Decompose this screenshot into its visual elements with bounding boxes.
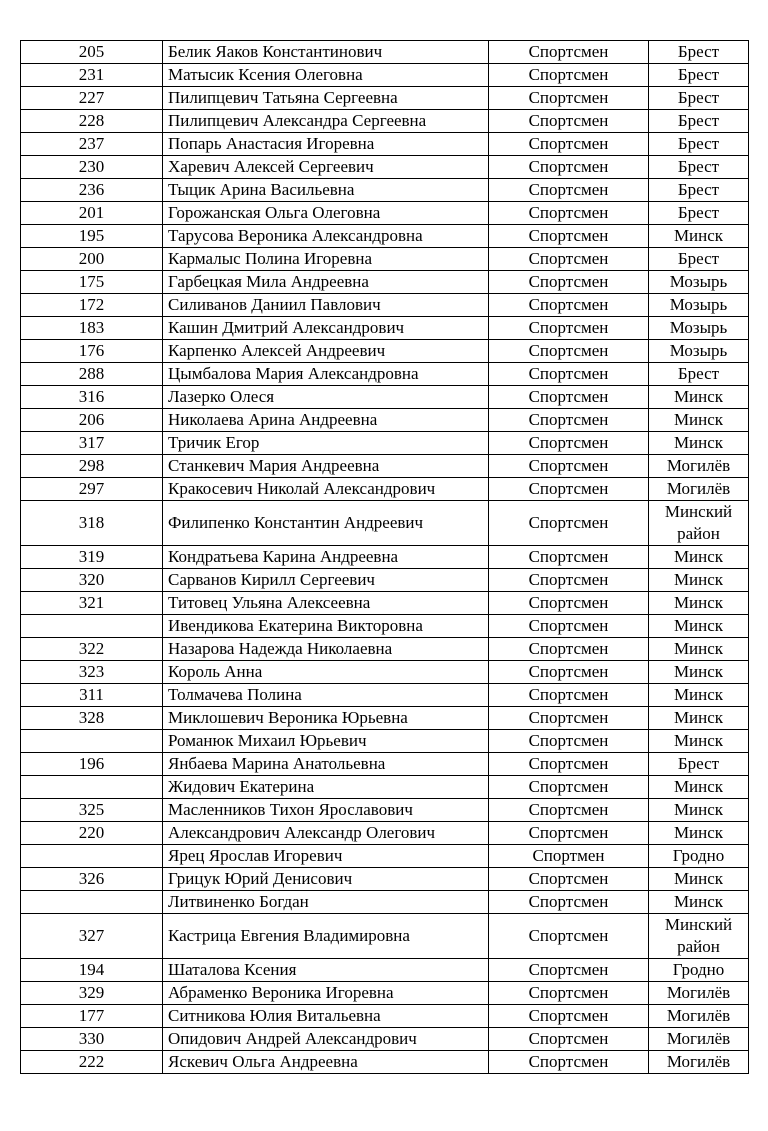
- participant-name: Цымбалова Мария Александровна: [163, 363, 489, 386]
- participant-name: Абраменко Вероника Игоревна: [163, 982, 489, 1005]
- participant-city: Брест: [649, 179, 749, 202]
- table-row: [21, 684, 749, 707]
- participant-name: Янбаева Марина Анатольевна: [163, 753, 489, 776]
- participant-role: Спортсмен: [489, 41, 649, 64]
- participant-role: Спортсмен: [489, 271, 649, 294]
- participant-name: Силиванов Даниил Павлович: [163, 294, 489, 317]
- participant-number: 201: [21, 202, 163, 225]
- participant-city: Могилёв: [649, 455, 749, 478]
- participant-name: Грицук Юрий Денисович: [163, 868, 489, 891]
- participant-name: Опидович Андрей Александрович: [163, 1028, 489, 1051]
- table-row: [21, 959, 749, 982]
- participant-name: Кашин Дмитрий Александрович: [163, 317, 489, 340]
- table-row: [21, 845, 749, 868]
- participant-name: Матысик Ксения Олеговна: [163, 64, 489, 87]
- participant-role: Спортсмен: [489, 730, 649, 753]
- participant-city: Минск: [649, 707, 749, 730]
- participant-number: 323: [21, 661, 163, 684]
- participant-name: Шаталова Ксения: [163, 959, 489, 982]
- participant-role: Спортсмен: [489, 248, 649, 271]
- participant-city: Минск: [649, 684, 749, 707]
- participant-name: Ярец Ярослав Игоревич: [163, 845, 489, 868]
- table-row: [21, 868, 749, 891]
- participant-role: Спортсмен: [489, 409, 649, 432]
- participant-city: Минск: [649, 638, 749, 661]
- table-row: [21, 569, 749, 592]
- participant-role: Спортсмен: [489, 340, 649, 363]
- participant-name: Миклошевич Вероника Юрьевна: [163, 707, 489, 730]
- participant-role: Спортсмен: [489, 661, 649, 684]
- table-row: [21, 501, 749, 546]
- participant-city: Могилёв: [649, 1051, 749, 1074]
- participant-name: Титовец Ульяна Алексеевна: [163, 592, 489, 615]
- participant-name: Сарванов Кирилл Сергеевич: [163, 569, 489, 592]
- participant-name: Кармалыс Полина Игоревна: [163, 248, 489, 271]
- participant-number: 230: [21, 156, 163, 179]
- participant-name: Яскевич Ольга Андреевна: [163, 1051, 489, 1074]
- participant-number: [21, 845, 163, 868]
- table-row: [21, 1051, 749, 1074]
- participant-number: 172: [21, 294, 163, 317]
- participant-city: Минск: [649, 891, 749, 914]
- participant-city: Гродно: [649, 959, 749, 982]
- participant-name: Кракосевич Николай Александрович: [163, 478, 489, 501]
- participant-city: Минск: [649, 776, 749, 799]
- table-row: [21, 707, 749, 730]
- table-row: [21, 179, 749, 202]
- participant-number: 327: [21, 914, 163, 959]
- participant-city: Минск: [649, 822, 749, 845]
- participant-number: 236: [21, 179, 163, 202]
- participant-role: Спортсмен: [489, 202, 649, 225]
- participant-number: [21, 891, 163, 914]
- participant-city: Минск: [649, 661, 749, 684]
- participant-role: Спортсмен: [489, 684, 649, 707]
- participant-city: Могилёв: [649, 1028, 749, 1051]
- participant-role: Спортсмен: [489, 1028, 649, 1051]
- table-row: [21, 156, 749, 179]
- table-row: [21, 294, 749, 317]
- table-row: [21, 1028, 749, 1051]
- table-row: [21, 822, 749, 845]
- participant-name: Лазерко Олеся: [163, 386, 489, 409]
- participant-city: Гродно: [649, 845, 749, 868]
- participant-name: Толмачева Полина: [163, 684, 489, 707]
- participant-name: Пилипцевич Александра Сергеевна: [163, 110, 489, 133]
- table-row: [21, 409, 749, 432]
- participant-role: Спортсмен: [489, 753, 649, 776]
- participant-city: Брест: [649, 363, 749, 386]
- participant-city: Минский район: [649, 501, 749, 546]
- table-row: [21, 340, 749, 363]
- participant-role: Спортсмен: [489, 822, 649, 845]
- participant-city: Мозырь: [649, 271, 749, 294]
- participant-number: 330: [21, 1028, 163, 1051]
- table-row: [21, 317, 749, 340]
- participant-number: [21, 615, 163, 638]
- table-row: [21, 753, 749, 776]
- participant-role: Спортсмен: [489, 1005, 649, 1028]
- participant-city: Брест: [649, 202, 749, 225]
- participant-role: Спортсмен: [489, 546, 649, 569]
- participant-role: Спортсмен: [489, 982, 649, 1005]
- participant-city: Минск: [649, 730, 749, 753]
- participant-city: Минск: [649, 868, 749, 891]
- participant-name: Александрович Александр Олегович: [163, 822, 489, 845]
- table-row: [21, 363, 749, 386]
- table-row: [21, 386, 749, 409]
- participant-city: Минск: [649, 569, 749, 592]
- table-row: [21, 661, 749, 684]
- table-row: [21, 1005, 749, 1028]
- participant-city: Минск: [649, 409, 749, 432]
- participant-role: Спортсмен: [489, 891, 649, 914]
- participant-city: Мозырь: [649, 340, 749, 363]
- participant-number: 325: [21, 799, 163, 822]
- participant-number: 297: [21, 478, 163, 501]
- participant-role: Спортсмен: [489, 432, 649, 455]
- participant-name: Кондратьева Карина Андреевна: [163, 546, 489, 569]
- participant-city: Брест: [649, 41, 749, 64]
- participant-name: Тыцик Арина Васильевна: [163, 179, 489, 202]
- table-row: [21, 64, 749, 87]
- participant-city: Могилёв: [649, 478, 749, 501]
- participant-role: Спортсмен: [489, 455, 649, 478]
- participant-role: Спортсмен: [489, 799, 649, 822]
- participant-city: Минский район: [649, 914, 749, 959]
- participant-city: Минск: [649, 799, 749, 822]
- participant-name: Кастрица Евгения Владимировна: [163, 914, 489, 959]
- participant-number: 316: [21, 386, 163, 409]
- participant-number: 322: [21, 638, 163, 661]
- table-row: [21, 615, 749, 638]
- participant-name: Тарусова Вероника Александровна: [163, 225, 489, 248]
- participant-number: 329: [21, 982, 163, 1005]
- participant-role: Спортсмен: [489, 592, 649, 615]
- participant-city: Минск: [649, 546, 749, 569]
- participant-city: Брест: [649, 156, 749, 179]
- table-row: [21, 546, 749, 569]
- table-row: [21, 638, 749, 661]
- participant-name: Попарь Анастасия Игоревна: [163, 133, 489, 156]
- table-row: [21, 202, 749, 225]
- participant-role: Спортсмен: [489, 156, 649, 179]
- table-row: [21, 133, 749, 156]
- participant-role: Спортсмен: [489, 478, 649, 501]
- participant-role: Спортсмен: [489, 386, 649, 409]
- participant-role: Спортсмен: [489, 868, 649, 891]
- participant-number: 288: [21, 363, 163, 386]
- table-row: [21, 271, 749, 294]
- participant-number: 175: [21, 271, 163, 294]
- participant-number: 318: [21, 501, 163, 546]
- participant-city: Могилёв: [649, 982, 749, 1005]
- participant-name: Николаева Арина Андреевна: [163, 409, 489, 432]
- participant-number: [21, 776, 163, 799]
- participant-city: Минск: [649, 386, 749, 409]
- participants-table-body: [21, 41, 749, 1074]
- participant-number: 237: [21, 133, 163, 156]
- participant-role: Спортсмен: [489, 179, 649, 202]
- participant-number: 177: [21, 1005, 163, 1028]
- participant-role: Спортсмен: [489, 87, 649, 110]
- participant-number: 200: [21, 248, 163, 271]
- table-row: [21, 225, 749, 248]
- participant-name: Ивендикова Екатерина Викторовна: [163, 615, 489, 638]
- table-row: [21, 455, 749, 478]
- participant-number: 326: [21, 868, 163, 891]
- participant-name: Филипенко Константин Андреевич: [163, 501, 489, 546]
- participant-name: Карпенко Алексей Андреевич: [163, 340, 489, 363]
- participant-role: Спортсмен: [489, 294, 649, 317]
- participant-city: Минск: [649, 432, 749, 455]
- participant-city: Брест: [649, 64, 749, 87]
- participant-number: 195: [21, 225, 163, 248]
- participant-city: Брест: [649, 248, 749, 271]
- table-row: [21, 730, 749, 753]
- participant-role: Спортсмен: [489, 638, 649, 661]
- participant-number: 328: [21, 707, 163, 730]
- participant-number: 220: [21, 822, 163, 845]
- participant-name: Романюк Михаил Юрьевич: [163, 730, 489, 753]
- participant-number: 194: [21, 959, 163, 982]
- participant-name: Король Анна: [163, 661, 489, 684]
- participant-city: Минск: [649, 225, 749, 248]
- participant-name: Тричик Егор: [163, 432, 489, 455]
- participant-number: 319: [21, 546, 163, 569]
- participant-city: Брест: [649, 87, 749, 110]
- table-row: [21, 478, 749, 501]
- participant-role: Спортсмен: [489, 615, 649, 638]
- participant-role: Спортсмен: [489, 1051, 649, 1074]
- participant-number: 317: [21, 432, 163, 455]
- participant-role: Спортмен: [489, 845, 649, 868]
- participant-name: Белик Яаков Константинович: [163, 41, 489, 64]
- participant-number: 320: [21, 569, 163, 592]
- participant-role: Спортсмен: [489, 501, 649, 546]
- participant-city: Брест: [649, 133, 749, 156]
- participant-role: Спортсмен: [489, 133, 649, 156]
- participant-role: Спортсмен: [489, 64, 649, 87]
- table-row: [21, 914, 749, 959]
- participant-number: [21, 730, 163, 753]
- participant-name: Станкевич Мария Андреевна: [163, 455, 489, 478]
- participant-city: Минск: [649, 592, 749, 615]
- participant-role: Спортсмен: [489, 959, 649, 982]
- participant-number: 183: [21, 317, 163, 340]
- table-row: [21, 776, 749, 799]
- participant-number: 227: [21, 87, 163, 110]
- participant-role: Спортсмен: [489, 225, 649, 248]
- participant-number: 196: [21, 753, 163, 776]
- table-row: [21, 799, 749, 822]
- participant-name: Жидович Екатерина: [163, 776, 489, 799]
- participant-role: Спортсмен: [489, 363, 649, 386]
- participant-number: 228: [21, 110, 163, 133]
- participant-number: 176: [21, 340, 163, 363]
- table-row: [21, 432, 749, 455]
- participant-city: Минск: [649, 615, 749, 638]
- participant-city: Могилёв: [649, 1005, 749, 1028]
- participant-number: 321: [21, 592, 163, 615]
- participant-number: 231: [21, 64, 163, 87]
- table-row: [21, 41, 749, 64]
- table-row: [21, 891, 749, 914]
- participant-city: Мозырь: [649, 294, 749, 317]
- participant-city: Брест: [649, 753, 749, 776]
- participant-city: Брест: [649, 110, 749, 133]
- participant-number: 298: [21, 455, 163, 478]
- participant-number: 311: [21, 684, 163, 707]
- participant-name: Литвиненко Богдан: [163, 891, 489, 914]
- participant-name: Пилипцевич Татьяна Сергеевна: [163, 87, 489, 110]
- table-row: [21, 592, 749, 615]
- participant-name: Гарбецкая Мила Андреевна: [163, 271, 489, 294]
- participant-role: Спортсмен: [489, 707, 649, 730]
- participant-role: Спортсмен: [489, 569, 649, 592]
- participant-name: Горожанская Ольга Олеговна: [163, 202, 489, 225]
- participant-city: Мозырь: [649, 317, 749, 340]
- participant-number: 205: [21, 41, 163, 64]
- participant-number: 206: [21, 409, 163, 432]
- participant-role: Спортсмен: [489, 317, 649, 340]
- participant-name: Ситникова Юлия Витальевна: [163, 1005, 489, 1028]
- participant-name: Назарова Надежда Николаевна: [163, 638, 489, 661]
- participant-number: 222: [21, 1051, 163, 1074]
- participants-table: [20, 40, 749, 1074]
- table-row: [21, 248, 749, 271]
- participant-role: Спортсмен: [489, 110, 649, 133]
- table-row: [21, 110, 749, 133]
- participant-role: Спортсмен: [489, 776, 649, 799]
- participant-name: Масленников Тихон Ярославович: [163, 799, 489, 822]
- table-row: [21, 87, 749, 110]
- participant-name: Харевич Алексей Сергеевич: [163, 156, 489, 179]
- participant-role: Спортсмен: [489, 914, 649, 959]
- table-row: [21, 982, 749, 1005]
